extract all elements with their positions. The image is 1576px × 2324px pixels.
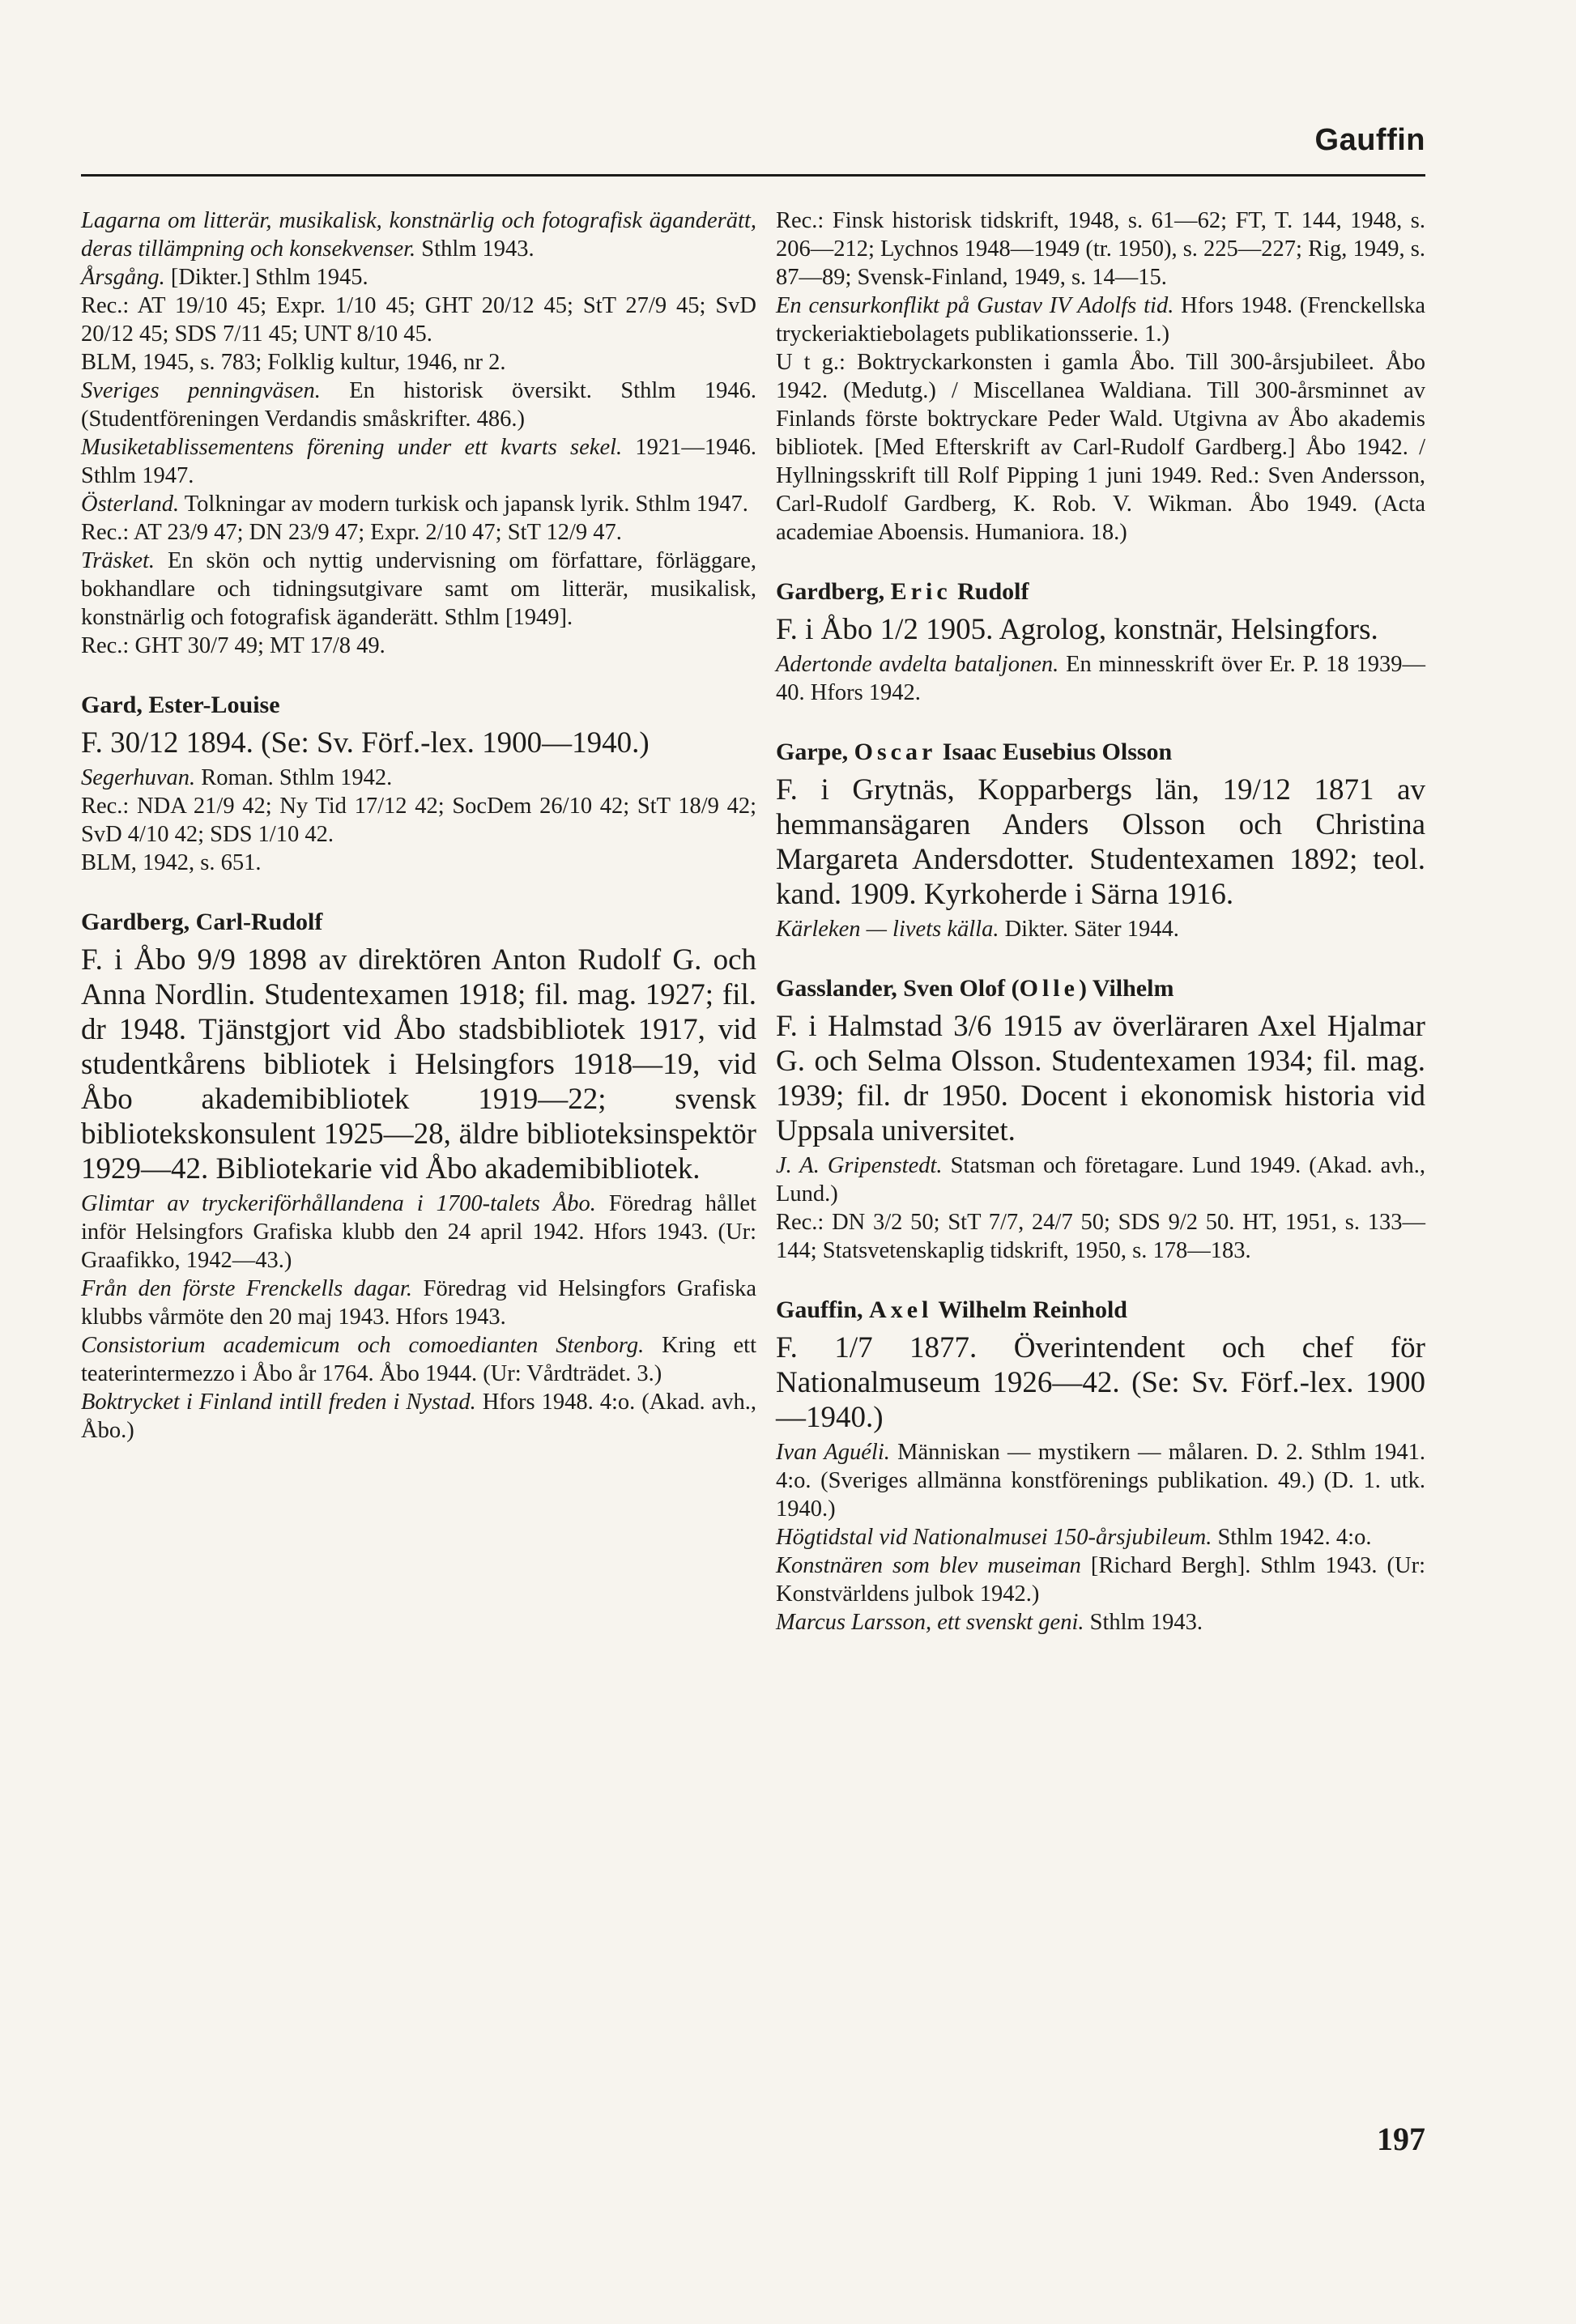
bibliography-line: [81, 632, 756, 660]
work-title: Högtidstal vid Nationalmusei 150-årsjubileum.: [776, 1525, 1212, 1550]
entry-works: [81, 1190, 756, 1445]
entry-garpe: [776, 738, 1425, 943]
work-title: Glimtar av tryckeriförhållandena i 1700-talets Åbo.: [81, 1191, 596, 1216]
bibliography-line: [81, 849, 756, 877]
work-details: Rec.: AT 19/10 45; Expr. 1/10 45; GHT 20/12 45; StT 27/9 45; SvD 20/12 45; SDS 7/11 45; UNT 8/10 45.: [81, 293, 756, 347]
header-rule: [81, 174, 1425, 177]
entry-heading: [776, 974, 1425, 1002]
bibliography-line: [81, 433, 756, 490]
work-title: Träsket.: [81, 548, 155, 573]
bibliography-line: [81, 1388, 756, 1445]
left-column: [81, 206, 756, 1445]
entry-biography: F. i Åbo 1/2 1905. Agrolog, konstnär, Helsingfors.: [776, 613, 1378, 646]
entry-gard: [81, 691, 756, 877]
bibliography-line: [776, 1608, 1425, 1637]
entry-gasslander: [776, 974, 1425, 1265]
work-title: Sveriges penningväsen.: [81, 378, 321, 403]
bibliography-line: [81, 547, 756, 632]
bibliography-line: [776, 1438, 1425, 1523]
bibliography-line: [776, 1208, 1425, 1265]
entry-biography: F. i Åbo 9/9 1898 av direktören Anton Rudolf G. och Anna Nordlin. Studentexamen 1918; fil. mag. 1927; fil. dr 1948. Tjänstgjort vid Åbo stadsbibliotek 1917, vid studentkårens bibliotek i Helsingfors 1918—19, vid Åbo akademibibliotek 1919—22; svensk bibliotekskonsulent 1925—28, äldre biblioteksinspektör 1929—42. Bibliotekarie vid Åbo akademibibliotek.: [81, 943, 756, 1185]
heading-part: Gasslander, Sven Olof (: [776, 975, 1020, 1002]
entry-heading: [776, 577, 1425, 606]
work-title: Musiketablissementens förening under ett kvarts sekel.: [81, 435, 623, 460]
bibliography-line: [81, 1190, 756, 1275]
work-details: Sthlm 1943.: [1084, 1610, 1203, 1635]
work-title: Årsgång.: [81, 265, 165, 290]
work-details: Rec.: AT 23/9 47; DN 23/9 47; Expr. 2/10 47; StT 12/9 47.: [81, 520, 622, 545]
work-details: Dikter. Säter 1944.: [999, 917, 1179, 942]
entry-gauffin: [776, 1296, 1425, 1637]
work-title: Segerhuvan.: [81, 765, 196, 790]
bibliography-line: [81, 792, 756, 849]
work-details: Hfors 1948. 4:o. (Akad. avh., Åbo.): [81, 1390, 756, 1443]
work-details: [Dikter.] Sthlm 1945.: [164, 265, 368, 290]
heading-call-name: Olle: [1019, 975, 1079, 1002]
bibliography-line: [81, 490, 756, 518]
work-details: U t g.: Boktryckarkonsten i gamla Åbo. Till 300-årsjubileet. Åbo 1942. (Medutg.) / Miscellanea Waldiana. Till 300-årsminnet av Finlands förste boktryckare Peder Wald. Utgivna av Åbo akademis bibliotek. [Med Efterskrift av Carl-Rudolf Gardberg.] Åbo 1942. / Hyllningsskrift till Rolf Pipping 1 juni 1949. Red.: Sven Andersson, Carl-Rudolf Gardberg, K. Rob. V. Wikman. Åbo 1949. (Acta academiae Aboensis. Humaniora. 18.): [776, 350, 1425, 545]
heading-call-name: Axel: [869, 1296, 933, 1323]
bibliography-line: [81, 1331, 756, 1388]
work-details: Rec.: Finsk historisk tidskrift, 1948, s. 61—62; FT, T. 144, 1948, s. 206—212; Lychnos 1948—1949 (tr. 1950), s. 225—227; Rig, 1949, s. 87—89; Svensk-Finland, 1949, s. 14—15.: [776, 208, 1425, 290]
entry-gardberg-carl-rudolf: [81, 908, 756, 1445]
bibliography-line: [776, 650, 1425, 707]
work-details: Rec.: NDA 21/9 42; Ny Tid 17/12 42; SocDem 26/10 42; StT 18/9 42; SvD 4/10 42; SDS 1/10 42.: [81, 794, 756, 847]
bibliography-line: [776, 1151, 1425, 1208]
work-details: [Richard Bergh]. Sthlm 1943. (Ur: Konstvärldens julbok 1942.): [776, 1553, 1426, 1607]
bibliography-line: [776, 915, 1425, 943]
entry-biography: F. i Grytnäs, Kopparbergs län, 19/12 1871 av hemmansägaren Anders Olsson och Christina Margareta Andersdotter. Studentexamen 1892; teol. kand. 1909. Kyrkoherde i Särna 1916.: [776, 773, 1425, 911]
work-title: Boktrycket i Finland intill freden i Nystad.: [81, 1390, 476, 1415]
heading-part: Rudolf: [951, 578, 1029, 605]
bibliography-line: [81, 764, 756, 792]
heading-call-name: Oscar: [854, 738, 937, 765]
bibliography-line: [81, 263, 756, 292]
work-details: En skön och nyttig undervisning om författare, förläggare, bokhandlare och tidningsutgivare samt om litterär, musikalisk, konstnärlig och fotografisk äganderätt. Sthlm [1949].: [81, 548, 756, 630]
entry-works: [776, 1438, 1425, 1637]
entry-works: [776, 915, 1425, 943]
entry-biography: F. 30/12 1894. (Se: Sv. Förf.-lex. 1900—1940.): [81, 726, 650, 760]
entry-heading: [776, 738, 1425, 766]
work-details: Statsman och företagare. Lund 1949. (Akad. avh., Lund.): [776, 1153, 1425, 1207]
work-title: J. A. Gripenstedt.: [776, 1153, 943, 1178]
work-title: Kärleken — livets källa.: [776, 917, 999, 942]
work-details: Rec.: DN 3/2 50; StT 7/7, 24/7 50; SDS 9/2 50. HT, 1951, s. 133—144; Statsvetenskaplig tidskrift, 1950, s. 178—183.: [776, 1210, 1425, 1263]
work-title: Consistorium academicum och comoedianten Stenborg.: [81, 1333, 645, 1358]
work-details: En historisk översikt. Sthlm 1946. (Studentföreningen Verdandis småskrifter. 486.): [81, 378, 756, 432]
work-details: Föredrag vid Helsingfors Grafiska klubbs vårmöte den 20 maj 1943. Hfors 1943.: [81, 1276, 756, 1330]
work-details: 1921—1946. Sthlm 1947.: [81, 435, 756, 488]
heading-part: Gardberg,: [776, 578, 891, 605]
heading-part: Gauffin,: [776, 1296, 870, 1323]
entry-works: [776, 1151, 1425, 1265]
work-details: Roman. Sthlm 1942.: [195, 765, 393, 790]
entry-biography: F. i Halmstad 3/6 1915 av överläraren Axel Hjalmar G. och Selma Olsson. Studentexamen 1934; fil. mag. 1939; fil. dr 1950. Docent i ekonomisk historia vid Uppsala universitet.: [776, 1010, 1425, 1147]
work-details: En minnesskrift över Er. P. 18 1939—40. Hfors 1942.: [776, 652, 1425, 705]
work-details: Sthlm 1942. 4:o.: [1212, 1525, 1372, 1550]
entry-gardberg-eric: [776, 577, 1425, 707]
entry-works: [776, 650, 1425, 707]
bibliography-line: [776, 1551, 1425, 1608]
bibliography-line: [81, 348, 756, 377]
bibliography-line: [776, 206, 1425, 292]
work-details: BLM, 1942, s. 651.: [81, 850, 262, 875]
work-title: Konstnären som blev museiman: [776, 1553, 1081, 1578]
work-title: Från den förste Frenckells dagar.: [81, 1276, 412, 1301]
entry-heading: Gardberg, Carl-Rudolf: [81, 909, 323, 935]
entry-biography: F. 1/7 1877. Överintendent och chef för Nationalmuseum 1926—42. (Se: Sv. Förf.-lex. 1900—1940.): [776, 1331, 1425, 1434]
bibliography-line: [81, 518, 756, 547]
page-number: 197: [1377, 2121, 1425, 2157]
work-details: Sthlm 1943.: [415, 236, 535, 262]
intro-entries: [81, 206, 756, 660]
work-title: Adertonde avdelta bataljonen.: [776, 652, 1059, 677]
work-details: BLM, 1945, s. 783; Folklig kultur, 1946, nr 2.: [81, 350, 506, 375]
right-column: [776, 206, 1425, 1637]
heading-part: Wilhelm Reinhold: [932, 1296, 1127, 1323]
heading-call-name: Eric: [890, 578, 952, 605]
bibliography-line: [81, 206, 756, 263]
bibliography-line: [81, 1275, 756, 1331]
heading-part: Garpe,: [776, 738, 854, 765]
entry-works: [81, 764, 756, 877]
work-details: Föredrag hållet inför Helsingfors Grafiska klubb den 24 april 1942. Hfors 1943. (Ur: Graafikko, 1942—43.): [81, 1191, 757, 1273]
bibliography-line: [81, 292, 756, 348]
entry-heading: Gard, Ester-Louise: [81, 692, 280, 718]
work-details: Människan — mystikern — målaren. D. 2. Sthlm 1941. 4:o. (Sveriges allmänna konstförenings publikation. 49.) (D. 1. utk. 1940.): [776, 1440, 1425, 1522]
work-details: Kring ett teaterintermezzo i Åbo år 1764. Åbo 1944. (Ur: Vårdträdet. 3.): [81, 1333, 756, 1386]
work-title: Marcus Larsson, ett svenskt geni.: [776, 1610, 1084, 1635]
bibliography-line: [81, 377, 756, 433]
work-title: En censurkonflikt på Gustav IV Adolfs tid.: [776, 293, 1174, 318]
work-details: Rec.: GHT 30/7 49; MT 17/8 49.: [81, 633, 385, 658]
work-title: Österland.: [81, 492, 180, 517]
work-title: Ivan Aguéli.: [776, 1440, 890, 1465]
heading-part: Isaac Eusebius Olsson: [936, 738, 1173, 765]
continued-entries: [776, 206, 1425, 547]
work-details: Hfors 1948. (Frenckellska tryckeriaktiebolagets publikationsserie. 1.): [776, 293, 1425, 347]
bibliography-line: [776, 1523, 1425, 1551]
running-header: Gauffin: [1314, 123, 1425, 157]
bibliography-line: [776, 292, 1425, 348]
bibliography-line: [776, 348, 1425, 547]
heading-part: ) Vilhelm: [1078, 975, 1174, 1002]
work-title: Lagarna om litterär, musikalisk, konstnärlig och fotografisk äganderätt, deras tillämpning och konsekvenser.: [81, 208, 756, 262]
entry-heading: [776, 1296, 1425, 1324]
work-details: Tolkningar av modern turkisk och japansk lyrik. Sthlm 1947.: [179, 492, 748, 517]
